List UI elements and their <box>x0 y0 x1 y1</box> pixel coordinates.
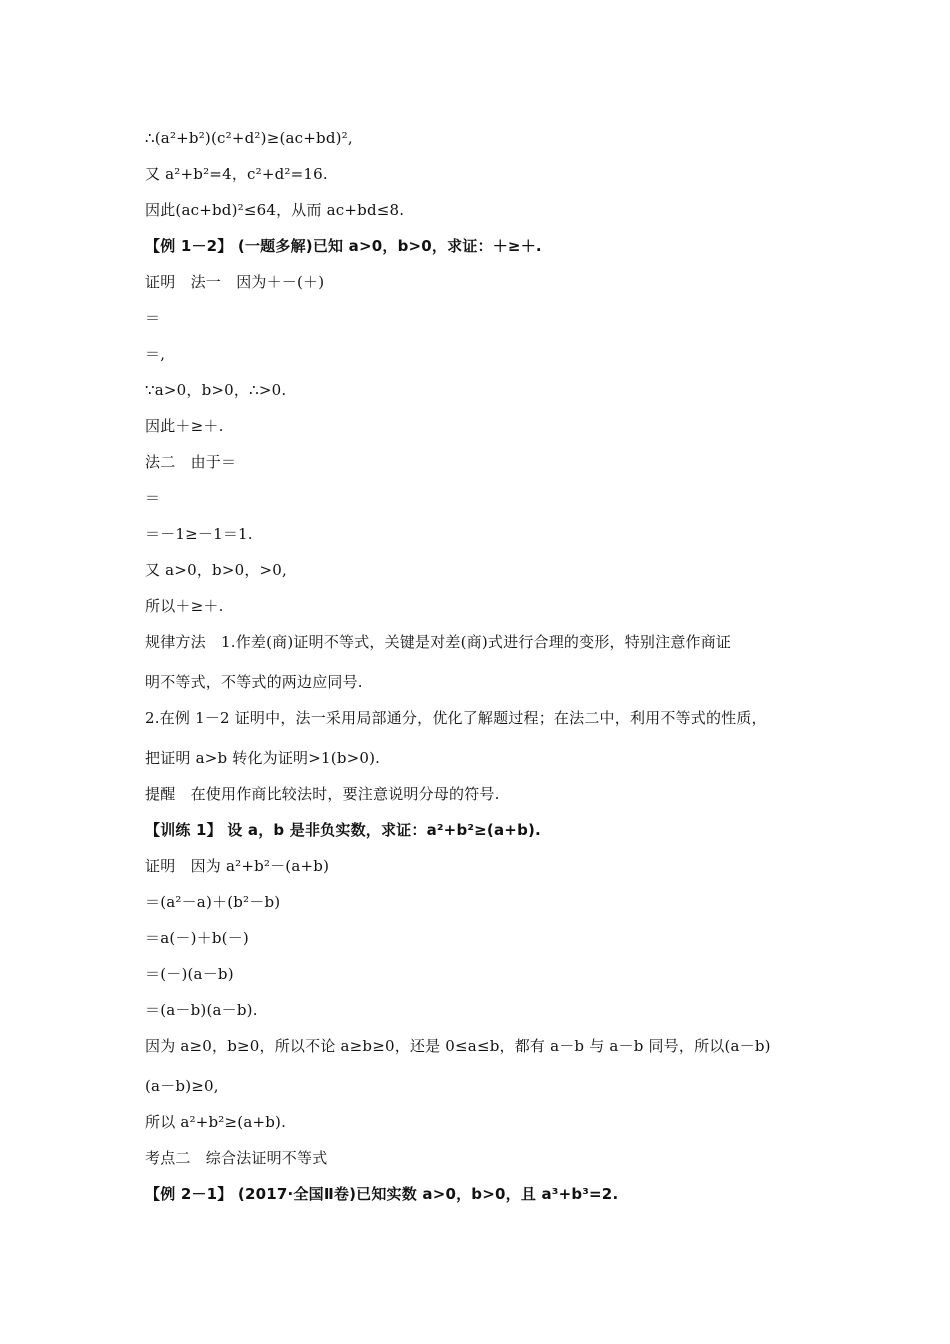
text-line: 2.在例 1－2 证明中，法一采用局部通分，优化了解题过程；在法二中，利用不等式的性质， <box>145 709 767 727</box>
section-heading: 考点二 综合法证明不等式 <box>145 1149 328 1167</box>
text-line: (a－b)≥0, <box>145 1077 219 1095</box>
text-line: 证明 因为 a²+b²－(a+b) <box>145 857 330 875</box>
text-line: ＝ <box>145 309 161 327</box>
text-line: 提醒 在使用作商比较法时，要注意说明分母的符号. <box>145 785 500 803</box>
text-line: ＝, <box>145 345 166 363</box>
text-line: ＝－1≥－1＝1. <box>145 525 253 543</box>
text-line: 证明 法一 因为＋－(＋) <box>145 273 325 291</box>
text-line: 把证明 a>b 转化为证明>1(b>0). <box>145 749 381 767</box>
text-line: 明不等式，不等式的两边应同号. <box>145 673 363 691</box>
text-line: 因为 a≥0，b≥0，所以不论 a≥b≥0，还是 0≤a≤b，都有 a－b 与 a－b 同号，所以(a－b) <box>145 1037 771 1055</box>
text-line: 又 a>0，b>0，>0, <box>145 561 288 579</box>
text-line: 又 a²+b²=4，c²+d²=16. <box>145 165 328 183</box>
text-line: 所以 a²+b²≥(a+b). <box>145 1113 287 1131</box>
text-line: ∵a>0，b>0，∴>0. <box>145 381 287 399</box>
text-line: ∴(a²+b²)(c²+d²)≥(ac+bd)², <box>145 129 353 147</box>
training-heading: 【训练 1】 设 a，b 是非负实数，求证：a²+b²≥(a+b). <box>145 821 541 839</box>
text-line: 因此＋≥＋. <box>145 417 224 435</box>
text-line: ＝(－)(a－b) <box>145 965 234 983</box>
text-line: 因此(ac+bd)²≤64，从而 ac+bd≤8. <box>145 201 405 219</box>
example-heading: 【例 1－2】 (一题多解)已知 a>0，b>0，求证：＋≥＋. <box>145 237 542 255</box>
text-line: 规律方法 1.作差(商)证明不等式，关键是对差(商)式进行合理的变形，特别注意作商证 <box>145 633 732 651</box>
example-heading: 【例 2－1】 (2017·全国Ⅱ卷)已知实数 a>0，b>0，且 a³+b³=2. <box>145 1185 619 1203</box>
text-line: ＝ <box>145 489 161 507</box>
text-line: ＝a(－)＋b(－) <box>145 929 249 947</box>
text-line: 法二 由于＝ <box>145 453 237 471</box>
text-line: ＝(a－b)(a－b). <box>145 1001 258 1019</box>
text-line: ＝(a²－a)＋(b²－b) <box>145 893 281 911</box>
text-line: 所以＋≥＋. <box>145 597 224 615</box>
